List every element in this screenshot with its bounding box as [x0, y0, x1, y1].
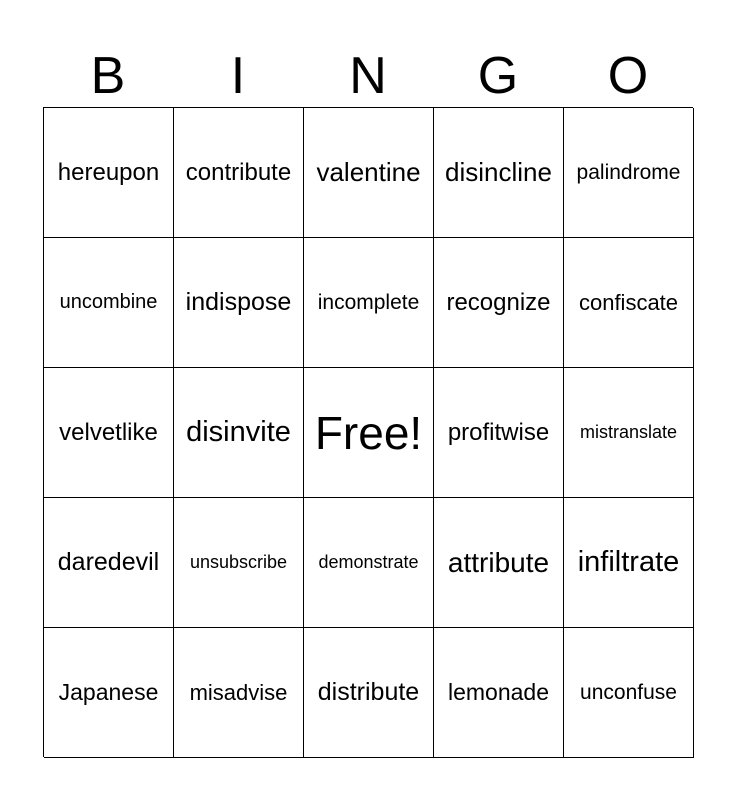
bingo-cell-r5-c1: Japanese: [44, 628, 174, 758]
bingo-cell-r4-c3: demonstrate: [304, 498, 434, 628]
header-letter-g: G: [477, 47, 519, 105]
bingo-cell-r3-c5: mistranslate: [564, 368, 694, 498]
bingo-cell-r1-c4: disincline: [434, 108, 564, 238]
bingo-header: [43, 45, 693, 107]
bingo-cell-r2-c4: recognize: [434, 238, 564, 368]
bingo-cell-r3-c2: disinvite: [174, 368, 304, 498]
bingo-cell-r2-c3: incomplete: [304, 238, 434, 368]
bingo-cell-r2-c2: indispose: [174, 238, 304, 368]
bingo-cell-r4-c2: unsubscribe: [174, 498, 304, 628]
bingo-cell-r2-c5: confiscate: [564, 238, 694, 368]
bingo-cell-r5-c4: lemonade: [434, 628, 564, 758]
header-letter-b: B: [90, 47, 126, 105]
header-letter-o: O: [607, 47, 649, 105]
bingo-cell-r4-c1: daredevil: [44, 498, 174, 628]
bingo-board: [43, 107, 693, 757]
bingo-cell-r3-c4: profitwise: [434, 368, 564, 498]
bingo-cell-r1-c2: contribute: [174, 108, 304, 238]
bingo-cell-r1-c5: palindrome: [564, 108, 694, 238]
bingo-cell-r4-c4: attribute: [434, 498, 564, 628]
bingo-cell-r1-c1: hereupon: [44, 108, 174, 238]
header-letter-n: N: [349, 47, 387, 105]
bingo-cell-r3-c1: velvetlike: [44, 368, 174, 498]
bingo-cell-r5-c3: distribute: [304, 628, 434, 758]
bingo-cell-free-space: Free!: [304, 368, 434, 498]
bingo-cell-r2-c1: uncombine: [44, 238, 174, 368]
bingo-cell-r1-c3: valentine: [304, 108, 434, 238]
bingo-cell-r5-c5: unconfuse: [564, 628, 694, 758]
header-letter-i: I: [230, 47, 246, 105]
bingo-cell-r5-c2: misadvise: [174, 628, 304, 758]
bingo-cell-r4-c5: infiltrate: [564, 498, 694, 628]
